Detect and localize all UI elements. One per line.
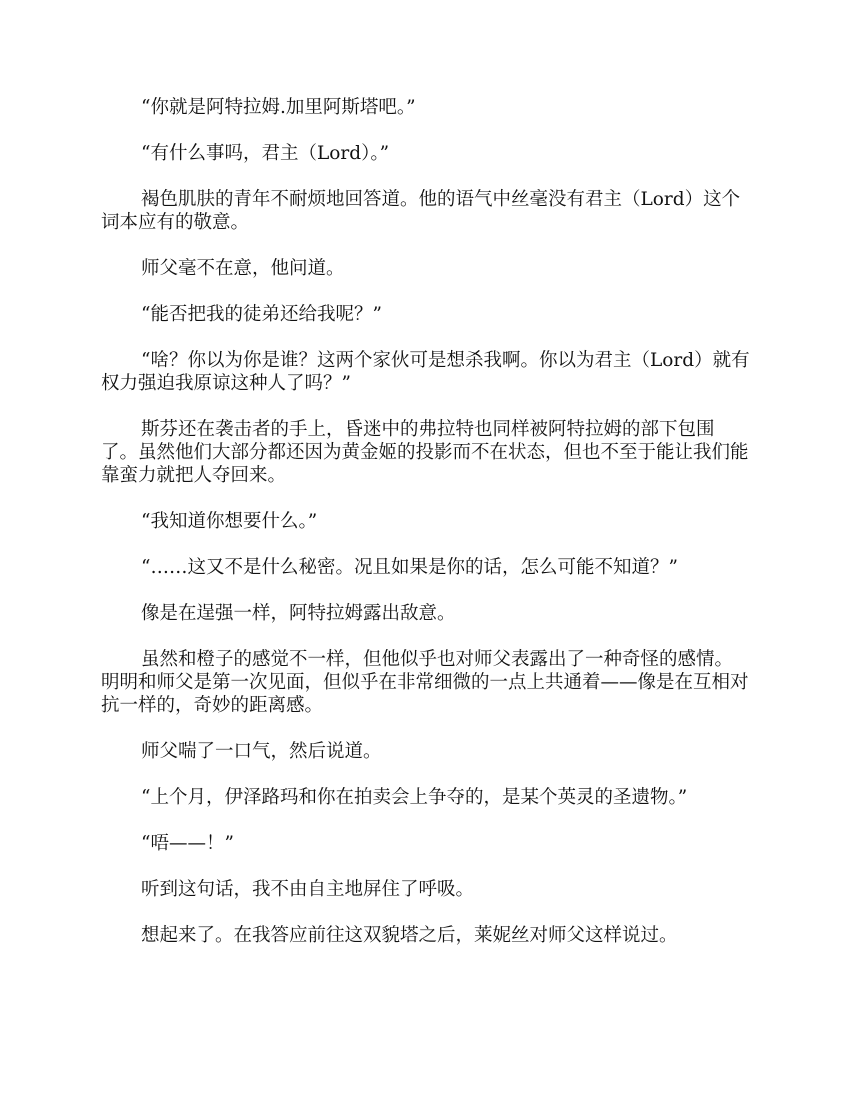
paragraph-15: 听到这句话，我不由自主地屏住了呼吸。 [141,879,475,900]
paragraph-3: 褐色肌肤的青年不耐烦地回答道。他的语气中丝毫没有君主（Lord）这个词本应有的敬意。 [101,189,741,233]
paragraph-2: “有什么事吗，君主（Lord）。” [141,143,390,164]
paragraph-12: 师父喘了一口气，然后说道。 [141,741,382,762]
paragraph-13: “上个月，伊泽路玛和你在拍卖会上争夺的，是某个英灵的圣遗物。” [141,787,688,808]
paragraph-14: “唔——！” [141,833,234,854]
paragraph-9: “……这又不是什么秘密。况且如果是你的话，怎么可能不知道？” [141,557,678,578]
paragraph-8: “我知道你想要什么。” [141,511,318,532]
paragraph-10: 像是在逞强一样，阿特拉姆露出敌意。 [141,603,456,624]
paragraph-1: “你就是阿特拉姆.加里阿斯塔吧。” [141,97,416,118]
paragraph-4: 师父毫不在意，他问道。 [141,258,345,279]
paragraph-7: 斯芬还在袭击者的手上，昏迷中的弗拉特也同样被阿特拉姆的部下包围了。虽然他们大部分都还因为黄金姬的投影而不在状态，但也不至于能让我们能靠蛮力就把人夺回来。 [101,419,749,486]
paragraph-11: 虽然和橙子的感觉不一样，但他似乎也对师父表露出了一种奇怪的感情。明明和师父是第一次见面，但似乎在非常细微的一点上共通着——像是在互相对抗一样的，奇妙的距离感。 [101,649,749,716]
document-page [101,96,751,947]
paragraph-16: 想起来了。在我答应前往这双貌塔之后，莱妮丝对师父这样说过。 [141,925,678,946]
paragraph-6: “啥？你以为你是谁？这两个家伙可是想杀我啊。你以为君主（Lord）就有权力强迫我原谅这种人了吗？” [101,350,750,394]
paragraph-5: “能否把我的徒弟还给我呢？” [141,304,382,325]
